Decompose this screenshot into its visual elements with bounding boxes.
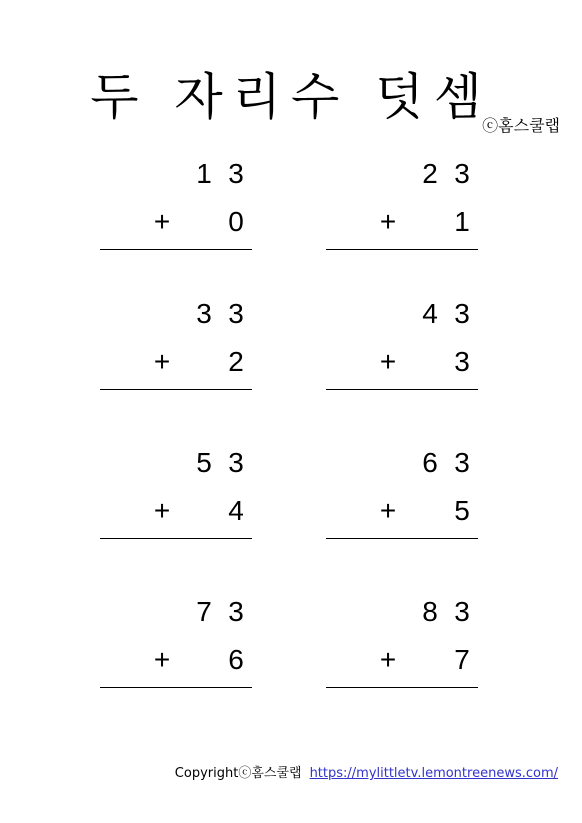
answer-line bbox=[100, 389, 252, 390]
addend-digit: 4 bbox=[228, 495, 244, 526]
problem-1 bbox=[100, 157, 252, 267]
ones-digit: 3 bbox=[228, 447, 244, 478]
problem-2 bbox=[326, 157, 478, 267]
plus-sign: + bbox=[379, 346, 397, 377]
tens-digit: 7 bbox=[196, 596, 212, 627]
plus-sign: + bbox=[153, 346, 171, 377]
addend-digit: 2 bbox=[228, 346, 244, 377]
footer-copyright: Copyrightⓒ홈스쿨랩 bbox=[174, 766, 302, 781]
copyright-tag: ⓒ홈스쿨랩 bbox=[482, 116, 560, 135]
tens-digit: 1 bbox=[196, 158, 212, 189]
addend-digit: 1 bbox=[454, 206, 470, 237]
answer-line bbox=[326, 389, 478, 390]
ones-digit: 3 bbox=[454, 596, 470, 627]
answer-line bbox=[100, 687, 252, 688]
tens-digit: 3 bbox=[196, 298, 212, 329]
page-title: 두 자리수 덧셈 bbox=[90, 67, 492, 126]
plus-sign: + bbox=[153, 644, 171, 675]
plus-sign: + bbox=[153, 495, 171, 526]
tens-digit: 4 bbox=[422, 298, 438, 329]
problem-6 bbox=[326, 446, 478, 556]
answer-line bbox=[100, 538, 252, 539]
plus-sign: + bbox=[379, 206, 397, 237]
footer bbox=[175, 765, 558, 783]
addend-digit: 5 bbox=[454, 495, 470, 526]
addend-digit: 0 bbox=[228, 206, 244, 237]
problem-8 bbox=[326, 595, 478, 705]
footer-link[interactable]: https://mylittletv.lemontreenews.com/ bbox=[309, 766, 558, 781]
answer-line bbox=[326, 538, 478, 539]
answer-line bbox=[326, 687, 478, 688]
problem-4 bbox=[326, 297, 478, 407]
answer-line bbox=[100, 249, 252, 250]
addend-digit: 6 bbox=[228, 644, 244, 675]
ones-digit: 3 bbox=[454, 158, 470, 189]
ones-digit: 3 bbox=[228, 158, 244, 189]
tens-digit: 2 bbox=[422, 158, 438, 189]
ones-digit: 3 bbox=[454, 447, 470, 478]
problem-3 bbox=[100, 297, 252, 407]
ones-digit: 3 bbox=[228, 596, 244, 627]
problem-7 bbox=[100, 595, 252, 705]
tens-digit: 5 bbox=[196, 447, 212, 478]
answer-line bbox=[326, 249, 478, 250]
tens-digit: 8 bbox=[422, 596, 438, 627]
addend-digit: 7 bbox=[454, 644, 470, 675]
plus-sign: + bbox=[153, 206, 171, 237]
plus-sign: + bbox=[379, 644, 397, 675]
tens-digit: 6 bbox=[422, 447, 438, 478]
ones-digit: 3 bbox=[454, 298, 470, 329]
plus-sign: + bbox=[379, 495, 397, 526]
ones-digit: 3 bbox=[228, 298, 244, 329]
addend-digit: 3 bbox=[454, 346, 470, 377]
problem-5 bbox=[100, 446, 252, 556]
